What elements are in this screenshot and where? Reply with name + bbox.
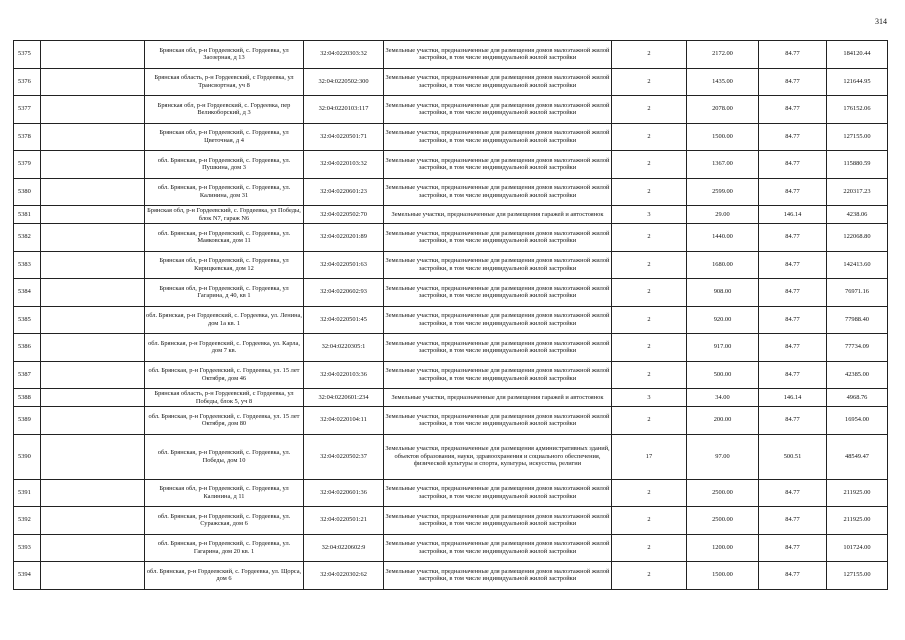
- cadastral-number-cell: 32:04:0220305:1: [304, 334, 384, 362]
- cadastral-number-cell: 32:04:0220104:11: [304, 407, 384, 435]
- cadastral-value-cell: 122068.80: [827, 224, 888, 252]
- area-cell: 1500.00: [687, 123, 759, 151]
- land-use-category-cell: Земельные участки, предназначенные для размещения административных зданий, объектов образования, науки, здравоохранения и социального обеспечения, физической культуры и спорта, культуры, искусства, религии: [384, 434, 612, 479]
- address-cell: обл. Брянская, р-н Гордеевский, с. Гордеевка, ул. Гагарина, дом 20 кв. 1: [145, 534, 304, 562]
- row-number-cell: 5380: [14, 178, 41, 206]
- empty-cell: [41, 389, 145, 407]
- address-cell: Брянская обл, р-н Гордеевский, с. Гордеевка, ул Кирицкевская, дом 12: [145, 251, 304, 279]
- address-cell: обл. Брянская, р-н Гордеевский, с. Гордеевка, ул. Маяковская, дом 11: [145, 224, 304, 252]
- group-number-cell: 2: [612, 224, 687, 252]
- address-cell: обл. Брянская, р-н Гордеевский, с. Гордеевка, ул. Ленина, дом 1а кв. 1: [145, 306, 304, 334]
- row-number-cell: 5388: [14, 389, 41, 407]
- area-cell: 1435.00: [687, 68, 759, 96]
- area-cell: 2599.00: [687, 178, 759, 206]
- cadastral-number-cell: 32:04:0220302:62: [304, 562, 384, 590]
- land-use-category-cell: Земельные участки, предназначенные для размещения домов малоэтажной жилой застройки, в том числе индивидуальной жилой застройки: [384, 178, 612, 206]
- address-cell: обл. Брянская, р-н Гордеевский, с. Гордеевка, ул. 15 лет Октября, дом 46: [145, 361, 304, 389]
- land-use-category-cell: Земельные участки, предназначенные для размещения гаражей и автостоянок: [384, 389, 612, 407]
- specific-value-cell: 84.77: [759, 507, 827, 535]
- table-row: [14, 434, 888, 479]
- land-use-category-cell: Земельные участки, предназначенные для размещения домов малоэтажной жилой застройки, в том числе индивидуальной жилой застройки: [384, 361, 612, 389]
- cadastral-value-cell: 127155.00: [827, 562, 888, 590]
- cadastral-value-cell: 220317.23: [827, 178, 888, 206]
- group-number-cell: 17: [612, 434, 687, 479]
- table-row: [14, 206, 888, 224]
- area-cell: 2500.00: [687, 479, 759, 507]
- cadastral-number-cell: 32:04:0220601:36: [304, 479, 384, 507]
- row-number-cell: 5390: [14, 434, 41, 479]
- cadastral-value-cell: 184120.44: [827, 41, 888, 69]
- empty-cell: [41, 479, 145, 507]
- cadastral-value-cell: 42385.00: [827, 361, 888, 389]
- cadastral-number-cell: 32:04:0220601:234: [304, 389, 384, 407]
- land-use-category-cell: Земельные участки, предназначенные для размещения домов малоэтажной жилой застройки, в том числе индивидуальной жилой застройки: [384, 123, 612, 151]
- empty-cell: [41, 507, 145, 535]
- row-number-cell: 5384: [14, 279, 41, 307]
- cadastral-value-cell: 176152.06: [827, 96, 888, 124]
- land-use-category-cell: Земельные участки, предназначенные для размещения домов малоэтажной жилой застройки, в том числе индивидуальной жилой застройки: [384, 479, 612, 507]
- area-cell: 500.00: [687, 361, 759, 389]
- group-number-cell: 2: [612, 251, 687, 279]
- land-use-category-cell: Земельные участки, предназначенные для размещения домов малоэтажной жилой застройки, в том числе индивидуальной жилой застройки: [384, 96, 612, 124]
- address-cell: Брянская область, р-н Гордеевский, с Гордеевка, ул Победы, блок 5, уч 8: [145, 389, 304, 407]
- address-cell: Брянская обл, р-н Гордеевский, с. Гордеевка, ул Калинина, д 11: [145, 479, 304, 507]
- specific-value-cell: 84.77: [759, 306, 827, 334]
- address-cell: Брянская обл, р-н Гордеевский, с. Гордеевка, ул Гагарина, д 40, кв 1: [145, 279, 304, 307]
- area-cell: 2500.00: [687, 507, 759, 535]
- group-number-cell: 2: [612, 306, 687, 334]
- table-row: [14, 151, 888, 179]
- table-row: [14, 306, 888, 334]
- row-number-cell: 5376: [14, 68, 41, 96]
- cadastral-value-cell: 115880.59: [827, 151, 888, 179]
- cadastral-value-cell: 16954.00: [827, 407, 888, 435]
- area-cell: 1440.00: [687, 224, 759, 252]
- cadastral-value-cell: 142413.60: [827, 251, 888, 279]
- group-number-cell: 2: [612, 479, 687, 507]
- cadastral-value-cell: 127155.00: [827, 123, 888, 151]
- table-row: [14, 251, 888, 279]
- cadastral-number-cell: 32:04:0220502:300: [304, 68, 384, 96]
- cadastral-number-cell: 32:04:0220601:23: [304, 178, 384, 206]
- land-use-category-cell: Земельные участки, предназначенные для размещения домов малоэтажной жилой застройки, в том числе индивидуальной жилой застройки: [384, 306, 612, 334]
- row-number-cell: 5381: [14, 206, 41, 224]
- cadastral-number-cell: 32:04:0220501:71: [304, 123, 384, 151]
- group-number-cell: 2: [612, 507, 687, 535]
- cadastral-value-cell: 211925.00: [827, 479, 888, 507]
- empty-cell: [41, 41, 145, 69]
- group-number-cell: 2: [612, 41, 687, 69]
- area-cell: 1500.00: [687, 562, 759, 590]
- specific-value-cell: 84.77: [759, 96, 827, 124]
- empty-cell: [41, 361, 145, 389]
- specific-value-cell: 84.77: [759, 123, 827, 151]
- row-number-cell: 5393: [14, 534, 41, 562]
- row-number-cell: 5391: [14, 479, 41, 507]
- table-row: [14, 123, 888, 151]
- empty-cell: [41, 68, 145, 96]
- row-number-cell: 5383: [14, 251, 41, 279]
- cadastral-number-cell: 32:04:0220303:32: [304, 41, 384, 69]
- row-number-cell: 5392: [14, 507, 41, 535]
- table-row: [14, 178, 888, 206]
- land-use-category-cell: Земельные участки, предназначенные для размещения домов малоэтажной жилой застройки, в том числе индивидуальной жилой застройки: [384, 251, 612, 279]
- area-cell: 1680.00: [687, 251, 759, 279]
- address-cell: обл. Брянская, р-н Гордеевский, с. Гордеевка, ул. Пушкина, дом 3: [145, 151, 304, 179]
- empty-cell: [41, 334, 145, 362]
- empty-cell: [41, 279, 145, 307]
- group-number-cell: 3: [612, 389, 687, 407]
- row-number-cell: 5378: [14, 123, 41, 151]
- specific-value-cell: 500.51: [759, 434, 827, 479]
- specific-value-cell: 84.77: [759, 151, 827, 179]
- area-cell: 29.00: [687, 206, 759, 224]
- table-row: [14, 96, 888, 124]
- table-row: [14, 68, 888, 96]
- cadastral-value-cell: 77734.09: [827, 334, 888, 362]
- empty-cell: [41, 123, 145, 151]
- cadastral-value-cell: 121644.95: [827, 68, 888, 96]
- specific-value-cell: 84.77: [759, 534, 827, 562]
- cadastral-value-cell: 48549.47: [827, 434, 888, 479]
- cadastral-value-cell: 211925.00: [827, 507, 888, 535]
- specific-value-cell: 146.14: [759, 206, 827, 224]
- empty-cell: [41, 407, 145, 435]
- address-cell: обл. Брянская, р-н Гордеевский, с. Гордеевка, ул. 15 лет Октября, дом 80: [145, 407, 304, 435]
- land-use-category-cell: Земельные участки, предназначенные для размещения домов малоэтажной жилой застройки, в том числе индивидуальной жилой застройки: [384, 407, 612, 435]
- table-row: [14, 279, 888, 307]
- area-cell: 34.00: [687, 389, 759, 407]
- land-use-category-cell: Земельные участки, предназначенные для размещения гаражей и автостоянок: [384, 206, 612, 224]
- cadastral-number-cell: 32:04:0220502:70: [304, 206, 384, 224]
- row-number-cell: 5387: [14, 361, 41, 389]
- table-row: [14, 41, 888, 69]
- table-row: [14, 334, 888, 362]
- area-cell: 920.00: [687, 306, 759, 334]
- cadastral-value-cell: 76971.16: [827, 279, 888, 307]
- land-use-category-cell: Земельные участки, предназначенные для размещения домов малоэтажной жилой застройки, в том числе индивидуальной жилой застройки: [384, 534, 612, 562]
- cadastral-number-cell: 32:04:0220502:37: [304, 434, 384, 479]
- table-row: [14, 361, 888, 389]
- row-number-cell: 5377: [14, 96, 41, 124]
- empty-cell: [41, 534, 145, 562]
- empty-cell: [41, 178, 145, 206]
- specific-value-cell: 84.77: [759, 279, 827, 307]
- land-use-category-cell: Земельные участки, предназначенные для размещения домов малоэтажной жилой застройки, в том числе индивидуальной жилой застройки: [384, 507, 612, 535]
- land-use-category-cell: Земельные участки, предназначенные для размещения домов малоэтажной жилой застройки, в том числе индивидуальной жилой застройки: [384, 279, 612, 307]
- table-row: [14, 562, 888, 590]
- empty-cell: [41, 306, 145, 334]
- area-cell: 2172.00: [687, 41, 759, 69]
- cadastral-value-cell: 101724.00: [827, 534, 888, 562]
- group-number-cell: 2: [612, 151, 687, 179]
- cadastral-value-cell: 77988.40: [827, 306, 888, 334]
- empty-cell: [41, 151, 145, 179]
- area-cell: 1200.00: [687, 534, 759, 562]
- area-cell: 97.00: [687, 434, 759, 479]
- row-number-cell: 5394: [14, 562, 41, 590]
- address-cell: Брянская обл, р-н Гордеевский, с. Гордеевка, ул Заозерная, д 13: [145, 41, 304, 69]
- table-row: [14, 507, 888, 535]
- specific-value-cell: 84.77: [759, 562, 827, 590]
- group-number-cell: 2: [612, 96, 687, 124]
- address-cell: обл. Брянская, р-н Гордеевский, с. Гордеевка, ул. Карла, дом 7 кв.: [145, 334, 304, 362]
- cadastral-number-cell: 32:04:0220103:117: [304, 96, 384, 124]
- specific-value-cell: 84.77: [759, 224, 827, 252]
- empty-cell: [41, 224, 145, 252]
- table-row: [14, 407, 888, 435]
- land-use-category-cell: Земельные участки, предназначенные для размещения домов малоэтажной жилой застройки, в том числе индивидуальной жилой застройки: [384, 334, 612, 362]
- group-number-cell: 2: [612, 279, 687, 307]
- cadastral-number-cell: 32:04:0220103:32: [304, 151, 384, 179]
- page-number: 314: [875, 17, 887, 26]
- cadastral-number-cell: 32:04:0220501:63: [304, 251, 384, 279]
- group-number-cell: 2: [612, 562, 687, 590]
- specific-value-cell: 84.77: [759, 178, 827, 206]
- address-cell: обл. Брянская, р-н Гордеевский, с. Гордеевка, ул. Калинина, дом 31: [145, 178, 304, 206]
- area-cell: 917.00: [687, 334, 759, 362]
- cadastral-value-cell: 4968.76: [827, 389, 888, 407]
- cadastral-number-cell: 32:04:0220602:93: [304, 279, 384, 307]
- group-number-cell: 2: [612, 361, 687, 389]
- table-row: [14, 389, 888, 407]
- address-cell: обл. Брянская, р-н Гордеевский, с. Гордеевка, ул. Щорса, дом 6: [145, 562, 304, 590]
- specific-value-cell: 84.77: [759, 251, 827, 279]
- empty-cell: [41, 206, 145, 224]
- table-row: [14, 479, 888, 507]
- land-use-category-cell: Земельные участки, предназначенные для размещения домов малоэтажной жилой застройки, в том числе индивидуальной жилой застройки: [384, 224, 612, 252]
- group-number-cell: 2: [612, 123, 687, 151]
- address-cell: Брянская обл, р-н Гордеевский, с. Гордеевка, ул Победы, блок N7, гараж N6: [145, 206, 304, 224]
- address-cell: обл. Брянская, р-н Гордеевский, с. Гордеевка, ул. Победы, дом 10: [145, 434, 304, 479]
- empty-cell: [41, 562, 145, 590]
- cadastral-number-cell: 32:04:0220501:45: [304, 306, 384, 334]
- group-number-cell: 2: [612, 534, 687, 562]
- table-row: [14, 534, 888, 562]
- row-number-cell: 5386: [14, 334, 41, 362]
- area-cell: 908.00: [687, 279, 759, 307]
- area-cell: 1367.00: [687, 151, 759, 179]
- empty-cell: [41, 96, 145, 124]
- group-number-cell: 3: [612, 206, 687, 224]
- group-number-cell: 2: [612, 68, 687, 96]
- cadastral-number-cell: 32:04:0220501:21: [304, 507, 384, 535]
- address-cell: обл. Брянская, р-н Гордеевский, с. Гордеевка, ул. Суражская, дом 6: [145, 507, 304, 535]
- specific-value-cell: 84.77: [759, 41, 827, 69]
- cadastral-number-cell: 32:04:0220201:89: [304, 224, 384, 252]
- land-use-category-cell: Земельные участки, предназначенные для размещения домов малоэтажной жилой застройки, в том числе индивидуальной жилой застройки: [384, 68, 612, 96]
- specific-value-cell: 146.14: [759, 389, 827, 407]
- address-cell: Брянская обл, р-н Гордеевский, с. Гордеевка, пер Великоборский, д 3: [145, 96, 304, 124]
- specific-value-cell: 84.77: [759, 334, 827, 362]
- row-number-cell: 5375: [14, 41, 41, 69]
- address-cell: Брянская обл, р-н Гордеевский, с. Гордеевка, ул Цветочная, д 4: [145, 123, 304, 151]
- cadastral-number-cell: 32:04:0220602:9: [304, 534, 384, 562]
- row-number-cell: 5379: [14, 151, 41, 179]
- group-number-cell: 2: [612, 407, 687, 435]
- specific-value-cell: 84.77: [759, 407, 827, 435]
- cadastral-number-cell: 32:04:0220103:36: [304, 361, 384, 389]
- empty-cell: [41, 434, 145, 479]
- address-cell: Брянская область, р-н Гордеевский, с Гордеевка, ул Трансвортная, уч 8: [145, 68, 304, 96]
- table-row: [14, 224, 888, 252]
- land-use-category-cell: Земельные участки, предназначенные для размещения домов малоэтажной жилой застройки, в том числе индивидуальной жилой застройки: [384, 41, 612, 69]
- row-number-cell: 5382: [14, 224, 41, 252]
- land-use-category-cell: Земельные участки, предназначенные для размещения домов малоэтажной жилой застройки, в том числе индивидуальной жилой застройки: [384, 562, 612, 590]
- land-use-category-cell: Земельные участки, предназначенные для размещения домов малоэтажной жилой застройки, в том числе индивидуальной жилой застройки: [384, 151, 612, 179]
- group-number-cell: 2: [612, 178, 687, 206]
- specific-value-cell: 84.77: [759, 479, 827, 507]
- empty-cell: [41, 251, 145, 279]
- row-number-cell: 5389: [14, 407, 41, 435]
- specific-value-cell: 84.77: [759, 68, 827, 96]
- area-cell: 200.00: [687, 407, 759, 435]
- group-number-cell: 2: [612, 334, 687, 362]
- area-cell: 2078.00: [687, 96, 759, 124]
- specific-value-cell: 84.77: [759, 361, 827, 389]
- cadastral-value-cell: 4238.06: [827, 206, 888, 224]
- cadastral-value-table: [13, 40, 888, 590]
- row-number-cell: 5385: [14, 306, 41, 334]
